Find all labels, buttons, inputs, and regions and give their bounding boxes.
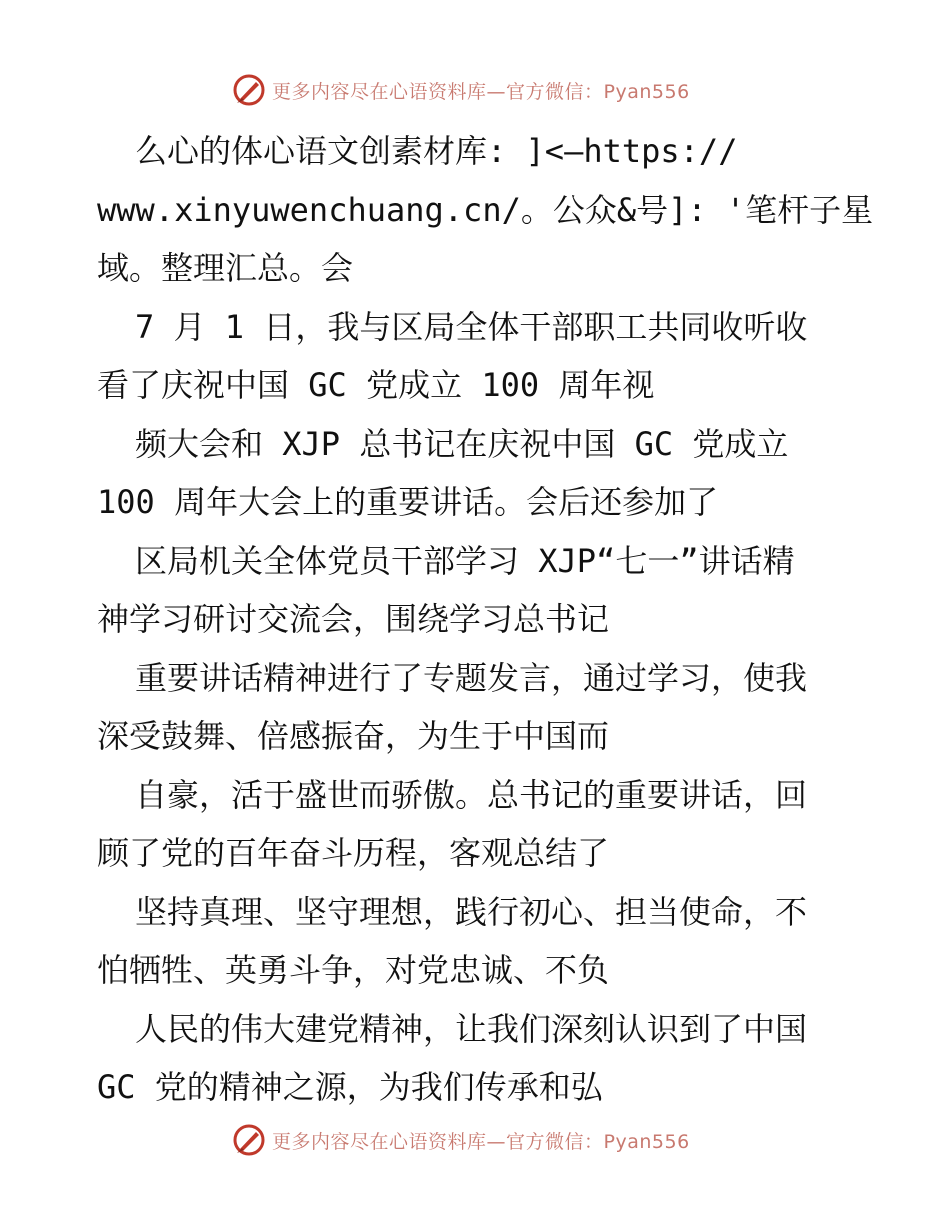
text-line: 7 月 1 日，我与区局全体干部职工共同收听收 [135,307,808,346]
text-line: GC 党的精神之源，为我们传承和弘 [97,1068,603,1106]
document-body [97,122,874,1117]
text-line: 神学习研讨交流会，围绕学习总书记 [97,600,610,638]
text-line: 深受鼓舞、倍感振奋，为生于中国而 [97,717,610,755]
footer-watermark [232,1122,690,1158]
text-line: 重要讲话精神进行了专题发言，通过学习，使我 [135,658,808,697]
text-line: 域。整理汇总。会 [97,249,354,287]
watermark-text: 更多内容尽在心语资料库—官方微信：Pyan556 [272,80,690,103]
pen-circle-icon [232,1123,266,1157]
text-line: 么心的体心语文创素材库: ]<—https:// [135,132,738,170]
text-line: 区局机关全体党员干部学习 XJP“七一”讲话精 [135,541,795,580]
text-line: 顾了党的百年奋斗历程，客观总结了 [97,834,610,872]
text-line: 自豪，活于盛世而骄傲。总书记的重要讲话，回 [135,775,808,814]
text-line: www.xinyuwenchuang.cn/。公众&号]: '笔杆子星 [97,190,874,229]
header-watermark [232,72,690,108]
text-line: 人民的伟大建党精神，让我们深刻认识到了中国 [135,1009,808,1048]
watermark-text: 更多内容尽在心语资料库—官方微信：Pyan556 [272,1130,690,1153]
text-line: 100 周年大会上的重要讲话。会后还参加了 [97,483,719,521]
text-line: 怕牺牲、英勇斗争，对党忠诚、不负 [97,951,610,989]
text-line: 频大会和 XJP 总书记在庆祝中国 GC 党成立 [135,424,789,463]
text-line: 看了庆祝中国 GC 党成立 100 周年视 [97,366,655,404]
text-line: 坚持真理、坚守理想，践行初心、担当使命，不 [135,892,808,931]
pen-circle-icon [232,73,266,107]
